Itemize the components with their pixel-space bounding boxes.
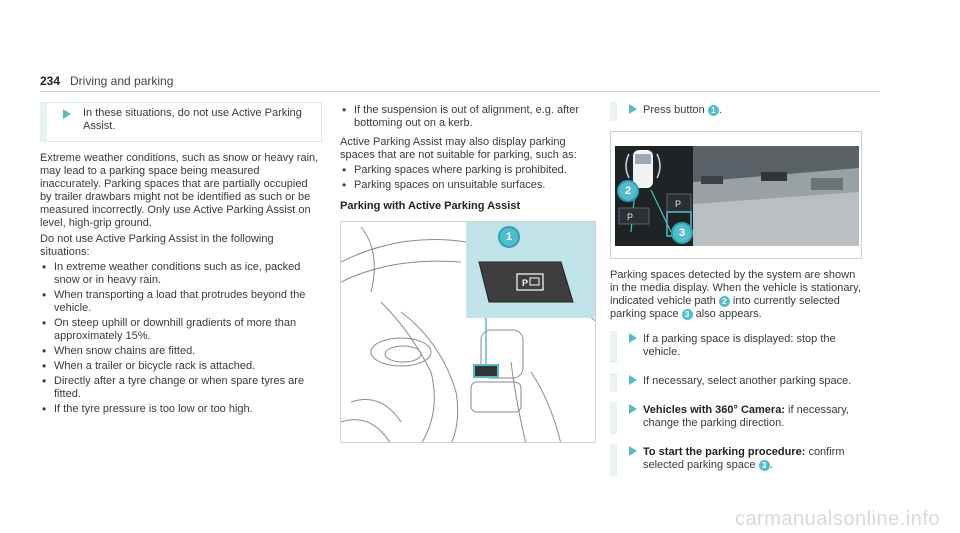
callout-3: 3 xyxy=(671,222,693,244)
note-box xyxy=(40,102,322,142)
step-text: if necessary, change the parking direction. xyxy=(643,404,849,429)
subheading-parking: Parking with Active Parking Assist xyxy=(340,200,521,212)
watermark: carmanualsonline.info xyxy=(734,508,940,530)
column-middle xyxy=(340,102,596,443)
list-item: • If the suspension is out of alignment, e.g. after bottoming out on a kerb. xyxy=(340,104,596,130)
media-display-illustration xyxy=(610,131,862,259)
page-header xyxy=(40,72,880,92)
column-right xyxy=(610,102,866,476)
media-display-drawing xyxy=(611,132,862,259)
arrow-right-icon xyxy=(629,446,637,456)
arrow-right-icon xyxy=(63,109,71,119)
list-item: • Parking spaces where parking is prohibited. xyxy=(340,164,596,177)
step-text: Press button xyxy=(643,104,705,116)
step-stop-vehicle xyxy=(610,331,866,363)
paragraph-detected: Parking spaces detected by the system are shown in the media display. When the vehicle is stationary, indicated vehicle path 2 into currently selected parking space 3 also appears. xyxy=(610,269,861,320)
step-press-button xyxy=(610,102,866,121)
paragraph-weather: Extreme weather conditions, such as snow or heavy rain, may lead to a parking space being measured inaccurately. Parking spaces that are partially occupied by trailer drawbars might not be identified as such or be measured incorrectly. Only use Active Parking Assist on level, high-grip ground. xyxy=(40,152,319,229)
badge-2: 2 xyxy=(719,296,730,307)
callout-1: 1 xyxy=(498,226,520,248)
center-console-illustration xyxy=(340,221,596,443)
list-item: • When transporting a load that protrudes beyond the vehicle. xyxy=(40,289,322,315)
arrow-right-icon xyxy=(629,333,637,343)
list-item: • Parking spaces on unsuitable surfaces. xyxy=(340,179,596,192)
paragraph-unsuitable: Active Parking Assist may also display parking spaces that are not suitable for parking, such as: xyxy=(340,136,577,161)
step-text: confirm selected parking space xyxy=(643,446,845,471)
note-text: In these situations, do not use Active Parking Assist. xyxy=(83,107,302,132)
page-number: 234 xyxy=(40,74,61,88)
svg-text:P: P xyxy=(522,278,529,288)
situations-list xyxy=(40,261,322,416)
console-drawing xyxy=(341,222,596,443)
unsuitable-list xyxy=(340,164,596,192)
step-label: Vehicles with 360° Camera: xyxy=(643,404,785,416)
list-item: • Directly after a tyre change or when spare tyres are fitted. xyxy=(40,375,322,401)
badge-3: 3 xyxy=(759,460,770,471)
step-camera-direction xyxy=(610,402,866,434)
list-item: • On steep uphill or downhill gradients of more than approximately 15%. xyxy=(40,317,322,343)
list-item: • When snow chains are fitted. xyxy=(40,345,322,358)
section-title: Driving and parking xyxy=(70,74,174,88)
list-item: • In extreme weather conditions such as ice, packed snow or in heavy rain. xyxy=(40,261,322,287)
step-text: If necessary, select another parking space. xyxy=(643,375,852,387)
column-left xyxy=(40,102,322,418)
paragraph-situations: Do not use Active Parking Assist in the following situations: xyxy=(40,233,274,258)
step-start-parking: To start the parking procedure: confirm selected parking space 3 . xyxy=(610,444,866,476)
suspension-list xyxy=(340,104,596,130)
list-item: • When a trailer or bicycle rack is attached. xyxy=(40,360,322,373)
arrow-right-icon xyxy=(629,404,637,414)
badge-3: 3 xyxy=(682,309,693,320)
parking-label-left: P xyxy=(627,212,634,222)
badge-1: 1 xyxy=(708,105,719,116)
arrow-right-icon xyxy=(629,375,637,385)
list-item: • If the tyre pressure is too low or too high. xyxy=(40,403,322,416)
step-select-space xyxy=(610,373,866,392)
parking-label-right: P xyxy=(675,199,682,209)
callout-2: 2 xyxy=(617,180,639,202)
arrow-right-icon xyxy=(629,104,637,114)
step-suffix: . xyxy=(718,104,722,116)
step-label: To start the parking procedure: xyxy=(643,446,806,458)
step-text: If a parking space is displayed: stop the vehicle. xyxy=(643,333,836,358)
